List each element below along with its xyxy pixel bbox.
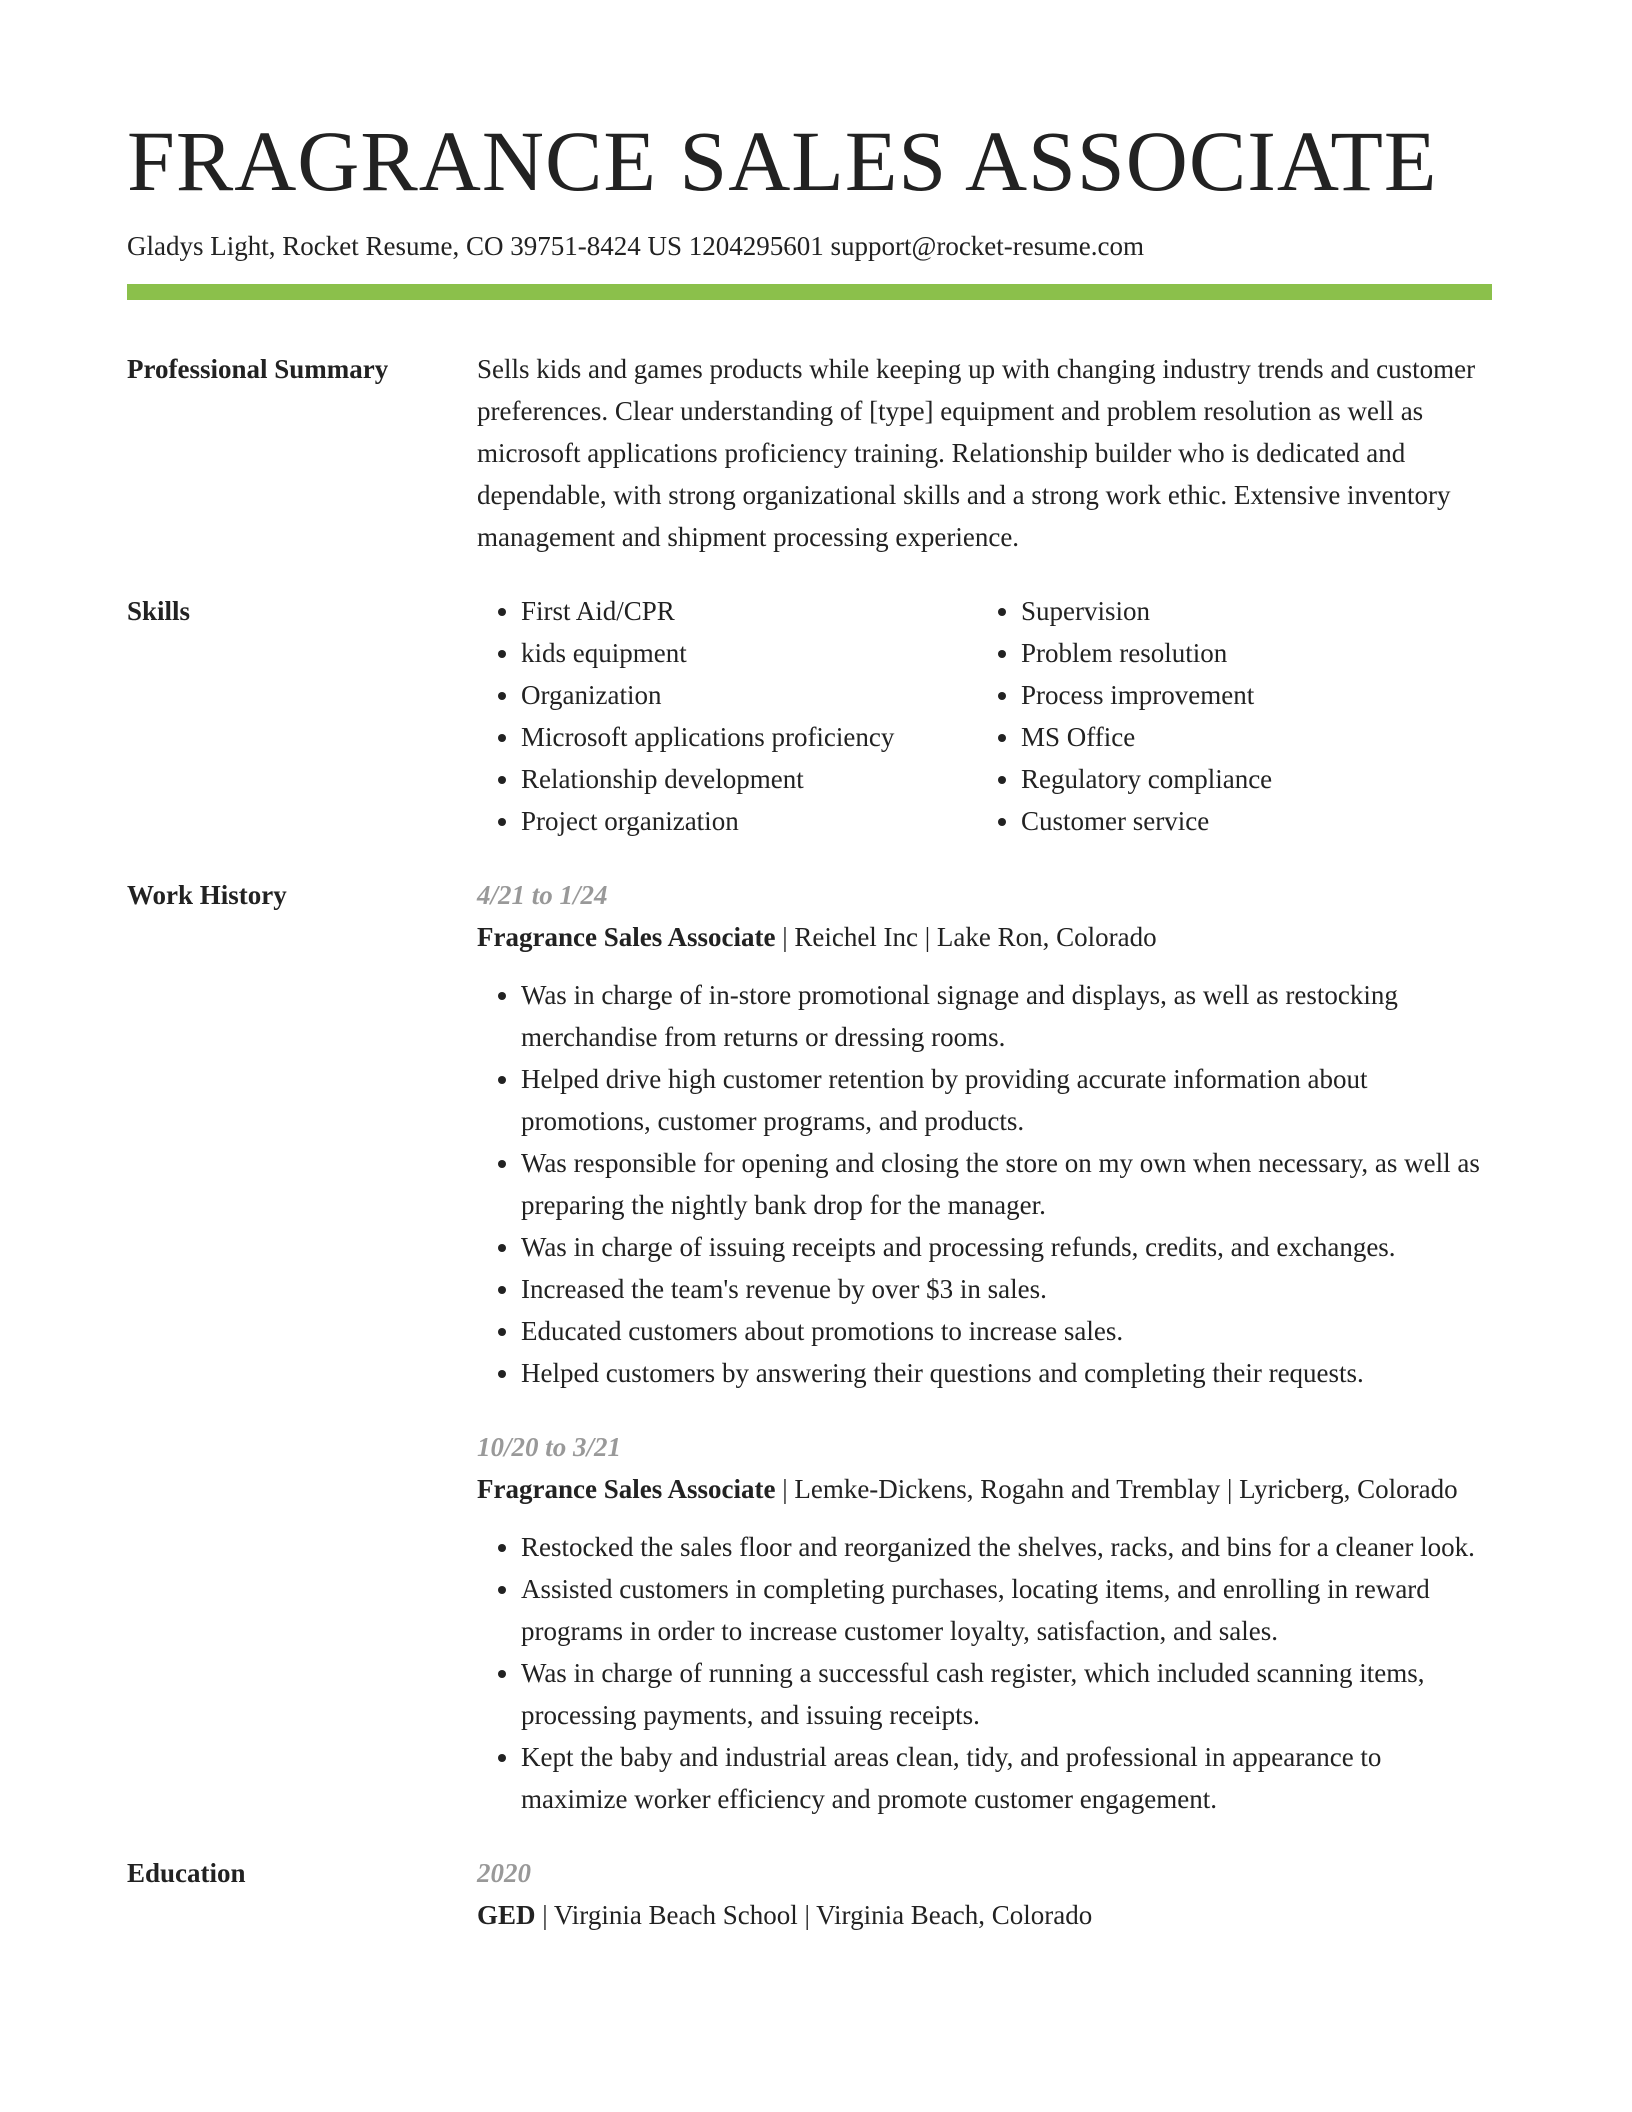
skill-item: • MS Office bbox=[1021, 716, 1492, 758]
skills-list-right bbox=[977, 590, 1492, 842]
skill-item: • Relationship development bbox=[521, 758, 977, 800]
skill-item: • Process improvement bbox=[1021, 674, 1492, 716]
job-dates: 10/20 to 3/21 bbox=[477, 1432, 622, 1463]
job-bullet: • Restocked the sales floor and reorganized the shelves, racks, and bins for a cleaner look. bbox=[521, 1526, 1492, 1568]
job-details: | Reichel Inc | Lake Ron, Colorado bbox=[775, 922, 1157, 953]
job-bullet: • Helped drive high customer retention by providing accurate information about promotions, customer programs, and products. bbox=[521, 1058, 1492, 1142]
section-label-skills: Skills bbox=[127, 596, 191, 627]
job-heading bbox=[477, 1468, 1492, 1510]
work-history-section bbox=[127, 874, 1505, 1820]
job-bullet: • Was in charge of issuing receipts and processing refunds, credits, and exchanges. bbox=[521, 1226, 1492, 1268]
summary-text: Sells kids and games products while keeping up with changing industry trends and customer preferences. Clear understanding of [type] equipment and problem resolution as well as microsoft applications proficiency training. Relationship builder who is dedicated and dependable, with strong organizational skills and a strong work ethic. Extensive inventory management and shipment processing experience. bbox=[477, 354, 1476, 553]
skill-item: • Problem resolution bbox=[1021, 632, 1492, 674]
job-bullets bbox=[477, 974, 1492, 1394]
skill-item: • Customer service bbox=[1021, 800, 1492, 842]
summary-section bbox=[127, 348, 1505, 558]
skill-item: • Organization bbox=[521, 674, 977, 716]
work-history-content bbox=[477, 874, 1492, 1820]
job-bullet: • Helped customers by answering their questions and completing their requests. bbox=[521, 1352, 1492, 1394]
job-bullet: • Kept the baby and industrial areas clean, tidy, and professional in appearance to maximize worker efficiency and promote customer engagement. bbox=[521, 1736, 1492, 1820]
job-entry bbox=[477, 874, 1492, 1394]
skill-item: • Microsoft applications proficiency bbox=[521, 716, 977, 758]
skills-list-left bbox=[477, 590, 977, 842]
skills-section bbox=[127, 590, 1505, 842]
section-label-summary: Professional Summary bbox=[127, 354, 389, 385]
education-year: 2020 bbox=[477, 1858, 531, 1889]
skill-item: • Project organization bbox=[521, 800, 977, 842]
contact-info: Gladys Light, Rocket Resume, CO 39751-8424 US 1204295601 support@rocket-resume.com bbox=[127, 231, 1144, 261]
job-details: | Lemke-Dickens, Rogahn and Tremblay | Lyricberg, Colorado bbox=[775, 1474, 1458, 1505]
job-bullets bbox=[477, 1526, 1492, 1820]
job-dates: 4/21 to 1/24 bbox=[477, 880, 608, 911]
job-bullet: • Assisted customers in completing purchases, locating items, and enrolling in reward programs in order to increase customer loyalty, satisfaction, and sales. bbox=[521, 1568, 1492, 1652]
job-bullet: • Was in charge of running a successful cash register, which included scanning items, processing payments, and issuing receipts. bbox=[521, 1652, 1492, 1736]
skill-item: • Regulatory compliance bbox=[1021, 758, 1492, 800]
job-title: Fragrance Sales Associate bbox=[477, 922, 776, 953]
section-label-work-history: Work History bbox=[127, 880, 287, 911]
education-heading bbox=[477, 1894, 1492, 1936]
resume-title: FRAGRANCE SALES ASSOCIATE bbox=[127, 113, 1438, 209]
job-bullet: • Was in charge of in-store promotional signage and displays, as well as restocking merchandise from returns or dressing rooms. bbox=[521, 974, 1492, 1058]
job-entry bbox=[477, 1426, 1492, 1820]
header-divider bbox=[127, 284, 1492, 300]
section-label-education: Education bbox=[127, 1858, 246, 1889]
job-heading bbox=[477, 916, 1492, 958]
education-content bbox=[477, 1852, 1492, 1936]
skills-columns bbox=[477, 590, 1492, 842]
skill-item: • First Aid/CPR bbox=[521, 590, 977, 632]
job-bullet: • Was responsible for opening and closing the store on my own when necessary, as well as preparing the nightly bank drop for the manager. bbox=[521, 1142, 1492, 1226]
education-degree: GED bbox=[477, 1900, 536, 1931]
job-bullet: • Educated customers about promotions to increase sales. bbox=[521, 1310, 1492, 1352]
job-title: Fragrance Sales Associate bbox=[477, 1474, 776, 1505]
education-details: | Virginia Beach School | Virginia Beach, Colorado bbox=[535, 1900, 1093, 1931]
education-section bbox=[127, 1852, 1505, 1936]
job-bullet: • Increased the team's revenue by over $3 in sales. bbox=[521, 1268, 1492, 1310]
skill-item: • kids equipment bbox=[521, 632, 977, 674]
skill-item: • Supervision bbox=[1021, 590, 1492, 632]
